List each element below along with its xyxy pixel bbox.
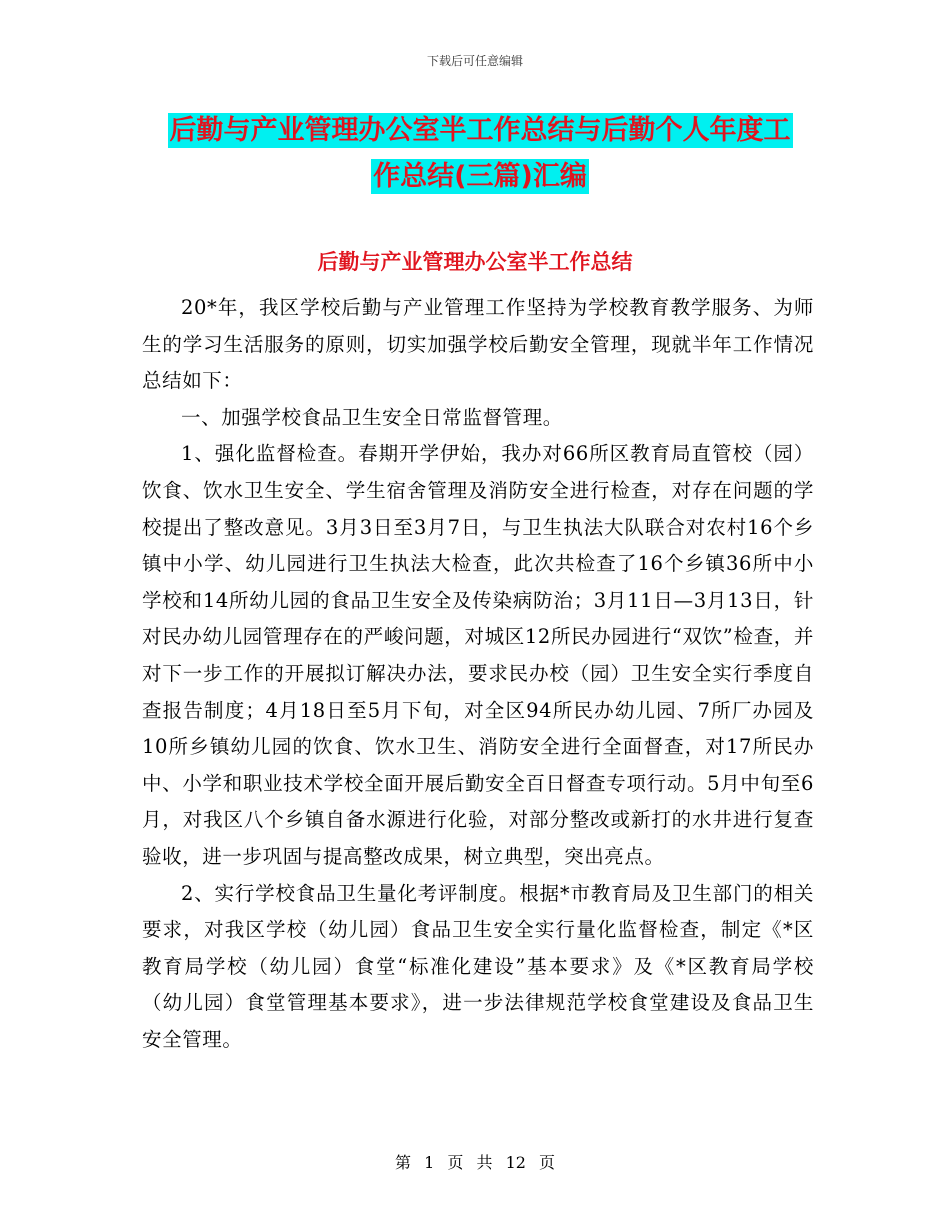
paragraph: 1、强化监督检查。春期开学伊始，我办对66所区教育局直管校（园）饮食、饮水卫生安全、学生宿舍管理及消防安全进行检查，对存在问题的学校提出了整改意见。3月3日至3月7日，与卫生执法大队联合对农村16个乡镇中小学、幼儿园进行卫生执法大检查，此次共检查了16个乡镇36所中小学校和14所幼儿园的食品卫生安全及传染病防治；3月11日—3月13日，针对民办幼儿园管理存在的严峻问题，对城区12所民办园进行“双饮”检查，并对下一步工作的开展拟订解决办法，要求民办校（园）卫生安全实行季度自查报告制度；4月18日至5月下旬，对全区94所民办幼儿园、7所厂办园及10所乡镇幼儿园的饮食、饮水卫生、消防安全进行全面督查，对17所民办中、小学和职业技术学校全面开展后勤安全百日督查专项行动。5月中旬至6月，对我区八个乡镇自备水源进行化验，对部分整改或新打的水井进行复查验收，进一步巩固与提高整改成果，树立典型，突出亮点。 xyxy=(142,442,814,868)
footer-prefix: 第 xyxy=(394,1153,411,1172)
title-line-1: 后勤与产业管理办公室半工作总结与后勤个人年度工 xyxy=(169,115,791,146)
footer-page-number: 1 xyxy=(424,1153,435,1172)
document-title xyxy=(140,108,820,200)
paragraph: 一、加强学校食品卫生安全日常监督管理。 xyxy=(181,405,563,429)
footer-total-word: 共 xyxy=(476,1153,493,1172)
footer-page-word: 页 xyxy=(447,1153,464,1172)
paragraph: 2、实行学校食品卫生量化考评制度。根据*市教育局及卫生部门的相关要求，对我区学校（幼儿园）食品卫生安全实行量化监督检查，制定《*区教育局学校（幼儿园）食堂“标准化建设”基本要求》及《*区教育局学校（幼儿园）食堂管理基本要求》，进一步法律规范学校食堂建设及食品卫生安全管理。 xyxy=(142,881,814,1051)
body-text xyxy=(142,290,814,1058)
footer-total-pages: 12 xyxy=(505,1153,526,1172)
paragraph: 20*年，我区学校后勤与产业管理工作坚持为学校教育教学服务、为师生的学习生活服务的原则，切实加强学校后勤安全管理，现就半年工作情况总结如下： xyxy=(142,296,814,393)
page-footer xyxy=(0,1150,950,1173)
header-note: 下载后可任意编辑 xyxy=(426,54,523,68)
footer-suffix: 页 xyxy=(539,1153,556,1172)
section-title: 后勤与产业管理办公室半工作总结 xyxy=(317,250,633,274)
title-line-2: 作总结(三篇)汇编 xyxy=(373,161,587,192)
